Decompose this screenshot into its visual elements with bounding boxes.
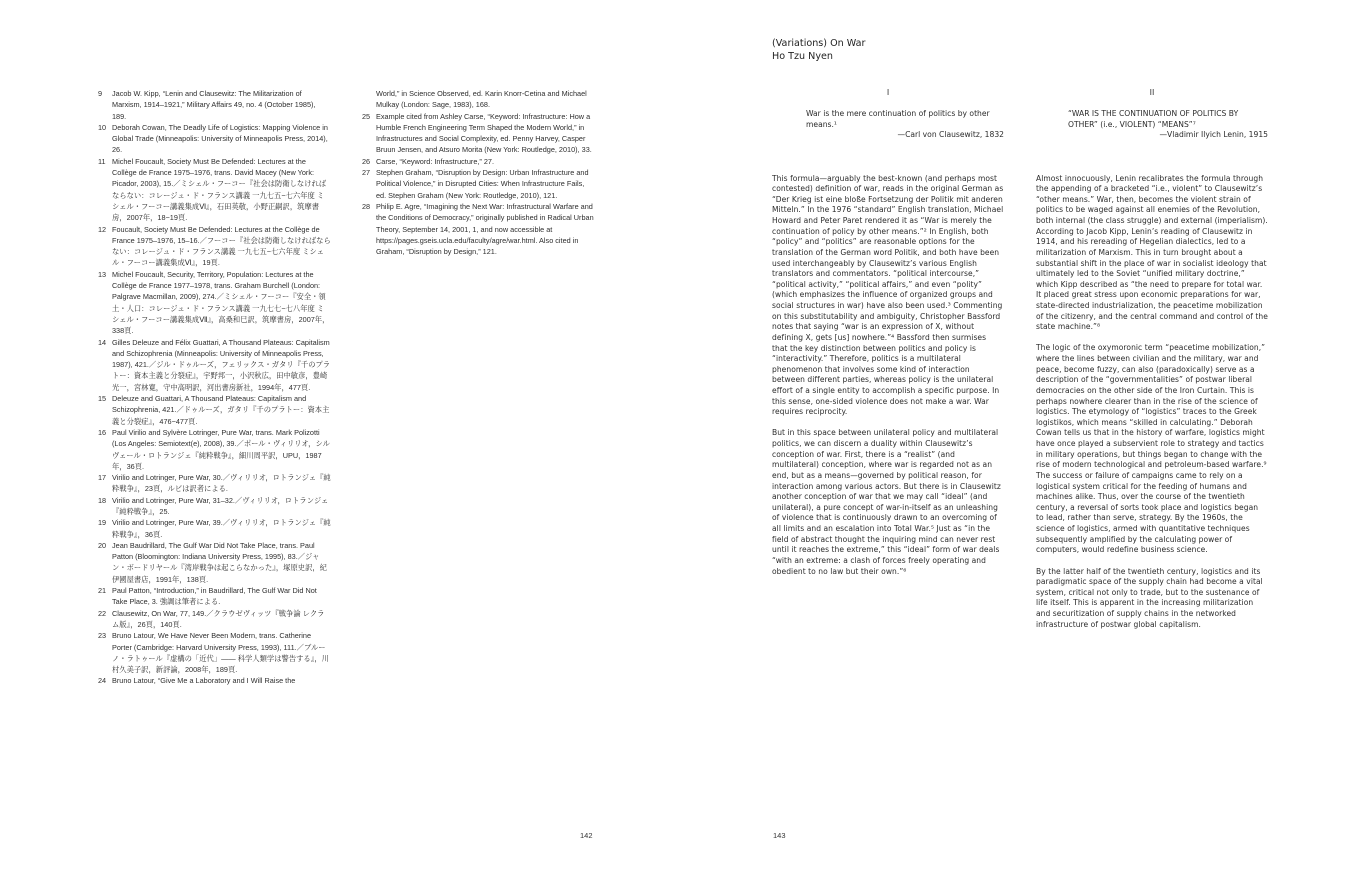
endnote-number: 13 <box>98 269 107 279</box>
endnote-number: 17 <box>98 473 107 483</box>
endnote <box>98 495 331 518</box>
endnote <box>98 675 331 686</box>
endnote-number: 25 <box>362 111 371 121</box>
endnote <box>98 472 331 495</box>
essay-title: (Variations) On War <box>772 38 866 49</box>
endnote-text: Virilio and Lotringer, Pure War, 30.／ヴィリリオ，ロトランジェ『純粋戦争』，23頁，ルビは訳者による. <box>112 473 331 494</box>
endnote <box>98 156 331 224</box>
endnote-text: World,” in Science Observed, ed. Karin Knorr-Cetina and Michael Mulkay (London: Sage, 1983), 168. <box>376 89 587 110</box>
endnote-text: Virilio and Lotringer, Pure War, 31–32.／ヴィリリオ，ロトランジェ『純粋戦争』，25. <box>112 495 329 516</box>
endnote-number: 22 <box>98 608 107 618</box>
endnote <box>98 540 331 585</box>
endnote-text: Philip E. Agre, “Imagining the Next War: Infrastructural Warfare and the Conditions of Democracy,” originally published in Radical Urban Theory, September 14, 2001, 1, and now accessible at https://pages.gseis.ucla.edu/faculty/agre/war.html. Also cited in Graham, “Disruption by Design,” 121. <box>376 201 594 257</box>
body-paragraph: This formula—arguably the best-known (and perhaps most contested) definition of war, reads in the original German as “Der Krieg ist eine bloße Fortsetzung der Politik mit anderen Mitteln.” In the 1976 “standard” English translation, Michael Howard and Peter Paret rendered it as “War is merely the continuation of policy by other means.”² In English, both “policy” and “politics” are reasonable options for the translation of the German word Politik, and both have been used interchangeably by Clausewitz’s various English translators and commentators. “political intercourse,” “political activity,” “political affairs,” and even “polity” (which emphasizes the influence of organized groups and social structures in war) have also been used.³ Commenting on this substitutability and ambiguity, Christopher Bassford notes that saying “war is an expression of X, without defining X, gets [us] nowhere.”⁴ Bassford then surmises that the key distinction between politics and policy is “interactivity.” Therefore, politics is a multilateral phenomenon that involves some kind of interaction between different parties, whereas policy is the unilateral effort of a single entity to accomplish a specific purpose. In this sense, one-sided violence does not make a war. War requires reciprocity. <box>772 173 1004 417</box>
endnote-text: Carse, “Keyword: Infrastructure,” 27. <box>376 156 495 166</box>
endnote-number: 15 <box>98 394 107 404</box>
endnote <box>98 337 331 393</box>
endnote-number: 19 <box>98 518 107 528</box>
endnote <box>362 111 594 156</box>
endnote <box>98 88 331 122</box>
endnote-text: Michel Foucault, Society Must Be Defended: Lectures at the Collège de France 1975–1976, trans. David Macey (New York: Picador, 2003), 15.／ミシェル・フーコー『社会は防衛しなければならない：コレージュ・ド・フランス講義 一九七五−七六年度 ミシェル・フーコー講義集成Ⅵ』，石田英敬，小野正嗣訳，筑摩書房，2007年，18−19頁. <box>112 156 327 223</box>
endnote-text: Jean Baudrillard, The Gulf War Did Not Take Place, trans. Paul Patton (Bloomington: Indiana University Press, 1995), 83.／ジャン・ボードリヤール『湾岸戦争は起こらなかった』，塚原史訳，紀伊國屋書店，1991年，138頁. <box>112 540 327 584</box>
notes-column-2 <box>362 88 594 257</box>
endnote-number: 26 <box>362 156 371 166</box>
endnote <box>362 201 594 257</box>
body-paragraph: The logic of the oxymoronic term “peacetime mobilization,” where the lines between civilian and the military, war and peace, become fuzzy, can also (paradoxically) serve as a description of the “governmentalities” of postwar liberal democracies on the other side of the Iron Curtain. This is perhaps nowhere clearer than in the rise of the science of logistics. The etymology of “logistics” traces to the Greek logistikos, which means “skilled in calculating.” Deborah Cowan tells us that in the history of warfare, logistics might have once played a subservient role to strategy and tactics in military operations, but things began to change with the rise of modern technological and petroleum-based warfare.⁹ The success or failure of campaigns came to rely on a logistical system critical for the feeding of humans and machines alike. Thus, over the course of the twentieth century, a reversal of sorts took place and logistics began to lead, rather than serve, strategy. By the 1960s, the science of logistics, armed with quantitative techniques subsequently amplified by the calculating power of computers, would redefine business science. <box>1036 343 1267 555</box>
endnote <box>98 608 331 631</box>
endnote <box>98 393 331 427</box>
notes-column-1 <box>98 88 331 687</box>
endnote <box>98 517 331 540</box>
endnote <box>98 269 331 337</box>
endnote <box>98 427 331 472</box>
endnote <box>98 122 331 156</box>
epigraph-attribution: —Carl von Clausewitz, 1832 <box>897 130 1004 139</box>
endnote-number: 10 <box>98 122 107 132</box>
section-two <box>1036 88 1268 630</box>
essay-author: Ho Tzu Nyen <box>772 50 833 62</box>
endnote-text: Clausewitz, On War, 77, 149.／クラウゼヴィッツ『戦争論 レクラム版』，26頁，140頁. <box>112 608 325 629</box>
endnote-number: 14 <box>98 337 107 347</box>
section-one <box>772 88 1004 577</box>
endnote-number: 27 <box>362 168 371 178</box>
endnote-text: Deleuze and Guattari, A Thousand Plateaus: Capitalism and Schizophrenia, 421.／ドゥルーズ，ガタリ『千のプラトー：資本主義と分裂症』，476−477頁. <box>112 394 330 426</box>
endnote-text: Gilles Deleuze and Félix Guattari, A Thousand Plateaus: Capitalism and Schizophrenia (Minneapolis: University of Minneapolis Press, 1987), 421.／ジル・ドゥルーズ，フェリックス・ガタリ『千のプラトー：資本主義と分裂症』，宇野邦一，小沢秋広，田中敏彦，豊崎光一，宮林寛，守中高明訳，河出書房新社，1994年，477頁. <box>112 337 331 392</box>
endnote-text: Jacob W. Kipp, “Lenin and Clausewitz: The Militarization of Marxism, 1914–1921,” Military Affairs 49, no. 4 (October 1985), 189. <box>112 89 316 121</box>
endnote-text: Paul Virilio and Sylvère Lotringer, Pure War, trans. Mark Polizotti (Los Angeles: Semiotext(e), 2008), 39.／ポール・ヴィリリオ，シルヴェール・ロトランジェ『純粋戦争』，細川周平訳，UPU，1987年，36頁. <box>112 427 330 471</box>
essay-heading <box>772 38 865 63</box>
endnote <box>362 88 594 111</box>
endnote-number: 16 <box>98 427 107 437</box>
endnote <box>98 630 331 675</box>
endnote <box>362 167 594 201</box>
section-numeral: I <box>886 88 890 97</box>
endnote-number: 18 <box>98 495 107 505</box>
endnote <box>98 224 331 269</box>
section-numeral: II <box>1149 88 1155 97</box>
endnote-number: 23 <box>98 631 107 641</box>
body-paragraph: But in this space between unilateral policy and multilateral politics, we can discern a duality within Clausewitz’s conception of war. First, there is a “realist” (and multilateral) conception, where war is regarded not as an end, but as a means—governed by political reason, for interaction among various actors. But there is in Clausewitz another conception of war that we may call “ideal” (and unilateral), a pure concept of war-in-itself as an unleashing of violence that is continuously drawn to an overcoming of all limits and an escalation into Total War.⁵ Just as “in the field of abstract thought the inquiring mind can never rest until it reaches the extreme,” this “ideal” form of war deals “with an extreme: a clash of forces freely operating and obedient to no law but their own.”⁶ <box>772 428 1001 576</box>
epigraph-attribution: —Vladimir Ilyich Lenin, 1915 <box>1159 130 1268 139</box>
body-paragraph: Almost innocuously, Lenin recalibrates the formula through the appending of a bracketed “i.e., violent” to Clausewitz’s “other means.” War, then, becomes the violent strain of politics to be waged against all enemies of the Revolution, both internal (the class struggle) and external (imperialism). According to Jacob Kipp, Lenin’s reading of Clausewitz in 1914, and his rereading of Hegelian dialectics, led to a militarization of Marxism. This in turn brought about a substantial shift in the place of war in socialist ideology that ultimately led to the Soviet “unified military doctrine,” which Kipp described as “the need to prepare for total war. It placed great stress upon economic preparations for war, state-directed industrialization, the peacetime mobilization of the citizenry, and the central command and control of the state machine.”⁸ <box>1036 173 1268 332</box>
endnote-number: 24 <box>98 676 107 686</box>
endnote <box>98 585 331 608</box>
page-number-right: 143 <box>773 831 786 840</box>
page-number-left: 142 <box>580 831 593 840</box>
epigraph-quote: War is the mere continuation of politics by other means.¹ <box>806 109 990 129</box>
endnote-number: 20 <box>98 540 107 550</box>
endnote-number: 11 <box>98 156 106 166</box>
endnote-text: Michel Foucault, Security, Territory, Population: Lectures at the Collège de France 1977–1978, trans. Graham Burchell (London: Palgrave Macmillan, 2009), 274.／ミシェル・フーコー『安全・領土・人口：コレージュ・ド・フランス講義 一九七七−七八年度 ミシェル・フーコー講義集成Ⅶ』，高桑和巳訳，筑摩書房，2007年，338頁. <box>112 269 330 336</box>
epigraph-quote: “WAR IS THE CONTINUATION OF POLITICS BY OTHER” (i.e., VIOLENT) “MEANS”⁷ <box>1068 109 1239 129</box>
endnote-number: 12 <box>98 224 107 234</box>
endnote-text: Foucault, Society Must Be Defended: Lectures at the Collège de France 1975–1976, 15–16.／フーコー『社会は防衛しなければならない：コレージュ・ド・フランス講義 一九七五−七六年度 ミシェル・フーコー講義集成Ⅵ』，19頁. <box>112 224 331 268</box>
body-paragraph: By the latter half of the twentieth century, logistics and its paradigmatic space of the supply chain had become a vital system, critical not only to trade, but to the sustenance of life itself. This is apparent in the increasing militarization and securitization of supply chains in the networked infrastructure of postwar global capitalism. <box>1036 566 1263 629</box>
endnote-text: Stephen Graham, “Disruption by Design: Urban Infrastructure and Political Violence,” in Disrupted Cities: When Infrastructure Fails, ed. Stephen Graham (New York: Routledge, 2010), 121. <box>376 168 589 200</box>
endnote-text: Bruno Latour, We Have Never Been Modern, trans. Catherine Porter (Cambridge: Harvard University Press, 1993), 111.／ブルーノ・ラトゥール『虚構の「近代」―― 科学人類学は警告する』，川村久美子訳，新評論，2008年，189頁. <box>112 631 329 675</box>
endnote-number: 21 <box>98 586 107 596</box>
endnote-text: Paul Patton, “Introduction,” in Baudrillard, The Gulf War Did Not Take Place, 3. 強調は筆者による. <box>112 586 317 607</box>
endnote-text: Bruno Latour, “Give Me a Laboratory and I Will Raise the <box>112 676 296 686</box>
endnote-text: Deborah Cowan, The Deadly Life of Logistics: Mapping Violence in Global Trade (Minneapolis: University of Minneapolis Press, 2014), 26. <box>112 122 328 155</box>
endnote-number: 9 <box>98 89 103 98</box>
endnote-text: Example cited from Ashley Carse, “Keyword: Infrastructure: How a Humble French Engineering Term Shaped the Modern World,” in Infrastructures and Social Complexity, ed. Penny Harvey, Casper Bruun Jensen, and Atsuro Morita (New York: Routledge, 2010), 33. <box>376 111 592 155</box>
epigraph <box>806 109 1004 141</box>
endnote-text: Virilio and Lotringer, Pure War, 39.／ヴィリリオ，ロトランジェ『純粋戦争』，36頁. <box>112 518 331 539</box>
epigraph <box>1068 109 1268 141</box>
endnote <box>362 156 594 167</box>
endnote-number: 28 <box>362 201 371 211</box>
endnote-number <box>362 88 376 111</box>
